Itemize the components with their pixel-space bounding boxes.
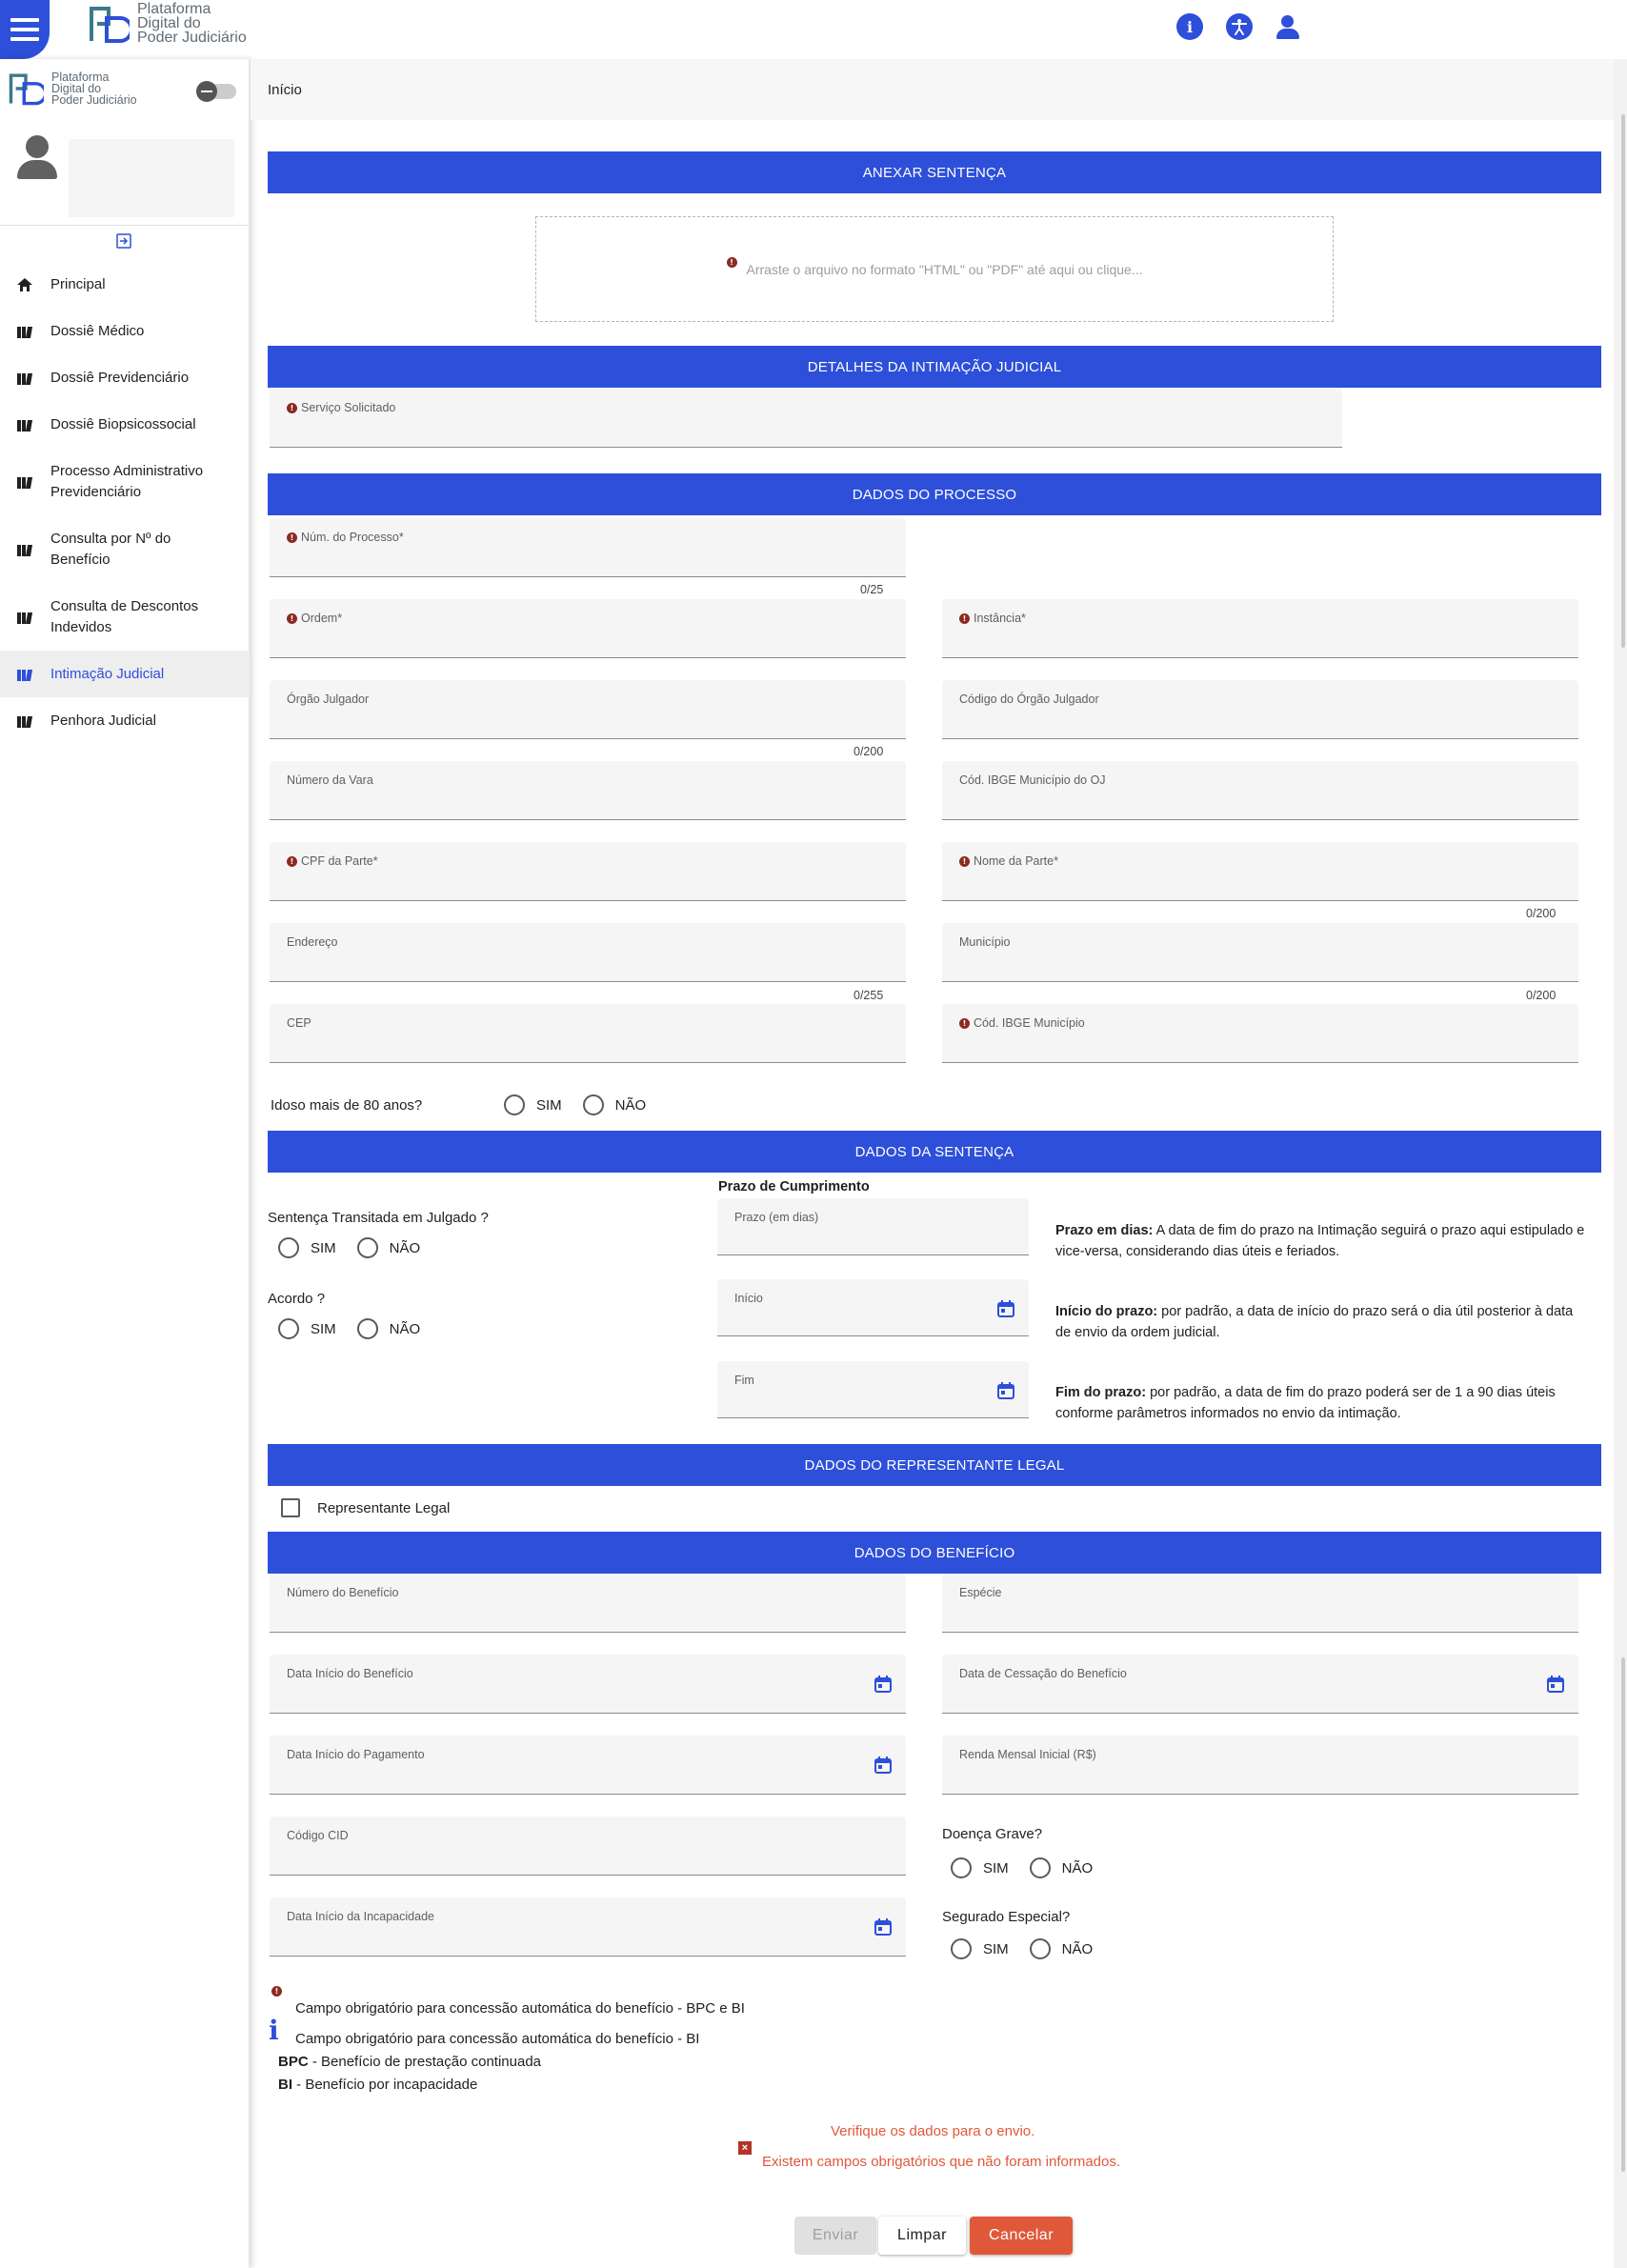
sidebar-item-label: Processo Administrativo Previdenciário (50, 462, 204, 500)
calendar-icon[interactable] (874, 1917, 893, 1937)
help-inicio-prazo: Início do prazo: por padrão, a data de início do prazo será o dia útil posterior à data de envio da ordem judicial. (1055, 1304, 1574, 1340)
field-label: Espécie (959, 1586, 1002, 1599)
renda-mensal-field[interactable] (942, 1736, 1578, 1795)
sidebar-logo[interactable] (8, 70, 137, 107)
enviar-button[interactable]: Enviar (794, 2217, 876, 2255)
books-icon (17, 611, 32, 624)
ordem-field[interactable] (270, 599, 906, 658)
required-bpc-bi-icon: ! (287, 613, 297, 624)
field-label: Serviço Solicitado (301, 401, 396, 414)
radio-label: NÃO (1061, 1859, 1094, 1877)
sidebar-nav (0, 261, 250, 744)
calendar-icon[interactable] (1546, 1675, 1565, 1694)
app-logo-text: Plataforma Digital do Poder Judiciário (137, 1, 247, 46)
required-bpc-bi-icon: ! (959, 1018, 970, 1029)
avatar (17, 135, 57, 183)
nome-parte-field[interactable] (942, 842, 1578, 901)
municipio-counter: 0/200 (1526, 989, 1557, 1002)
field-label: CEP (287, 1016, 311, 1030)
field-label: Início (734, 1292, 763, 1305)
municipio-field[interactable] (942, 923, 1578, 982)
numero-vara-field[interactable] (270, 761, 906, 820)
acordo-nao-radio[interactable] (357, 1318, 378, 1339)
scrollbar-thumb[interactable] (1621, 114, 1625, 648)
pdpj-logo-icon (88, 3, 130, 45)
num-processo-counter: 0/25 (860, 583, 884, 596)
accessibility-figure-icon (1231, 18, 1248, 35)
segurado-especial-question: Segurado Especial? (942, 1909, 1071, 1925)
cep-field[interactable] (270, 1004, 906, 1063)
sidebar-item-label: Dossiê Previdenciário (50, 369, 190, 386)
help-prazo-dias: Prazo em dias: A data de fim do prazo na Intimação seguirá o prazo aqui estipulado e vice-versa, considerando dias úteis e feriados. (1055, 1223, 1585, 1259)
field-label: Número da Vara (287, 773, 373, 787)
required-bpc-bi-icon: ! (287, 532, 297, 543)
sidebar-item-processo-administrativo[interactable] (0, 448, 250, 515)
numero-beneficio-field[interactable] (270, 1574, 906, 1633)
idoso-radio-group (504, 1094, 667, 1115)
calendar-icon[interactable] (996, 1381, 1015, 1400)
field-label: Nome da Parte* (974, 854, 1058, 868)
legend-required-bi: Campo obrigatório para concessão automática do benefício - BI (295, 2031, 700, 2047)
field-label: Núm. do Processo* (301, 531, 404, 544)
cpf-parte-field[interactable] (270, 842, 906, 901)
legend-required-bpc-bi: Campo obrigatório para concessão automática do benefício - BPC e BI (295, 2000, 745, 2017)
breadcrumb (251, 59, 1614, 120)
user-icon[interactable] (1275, 13, 1300, 40)
fim-prazo-field[interactable] (717, 1361, 1029, 1418)
sidebar-item-label: Consulta por Nº do Benefício (50, 530, 171, 568)
warning-verify-data: Verifique os dados para o envio. (831, 2123, 1035, 2139)
section-dados-beneficio: DADOS DO BENEFÍCIO (268, 1532, 1601, 1574)
prazo-dias-field[interactable] (717, 1198, 1029, 1255)
books-icon (17, 475, 32, 489)
sidebar-item-dossie-medico[interactable] (0, 308, 250, 354)
section-dados-sentenca: DADOS DA SENTENÇA (268, 1131, 1601, 1173)
sidebar-item-label: Dossiê Biopsicossocial (50, 415, 196, 432)
transitada-question: Sentença Transitada em Julgado ? (268, 1210, 489, 1226)
data-inicio-beneficio-field[interactable] (270, 1655, 906, 1714)
accessibility-icon[interactable] (1226, 13, 1253, 40)
codigo-orgao-julgador-field[interactable] (942, 680, 1578, 739)
data-cessacao-beneficio-field[interactable] (942, 1655, 1578, 1714)
radio-label: NÃO (389, 1320, 421, 1337)
field-label: Data de Cessação do Benefício (959, 1667, 1127, 1680)
especie-field[interactable] (942, 1574, 1578, 1633)
orgao-julgador-field[interactable] (270, 680, 906, 739)
instancia-field[interactable] (942, 599, 1578, 658)
field-label: Endereço (287, 935, 338, 949)
error-x-icon: × (738, 2141, 752, 2155)
sidebar-logo-text: Plataforma Digital do Poder Judiciário (51, 70, 137, 107)
segurado-especial-nao-radio[interactable] (1030, 1938, 1051, 1959)
sidebar-item-label: Intimação Judicial (50, 665, 165, 682)
field-label: Código CID (287, 1829, 349, 1842)
representante-legal-option (281, 1498, 450, 1517)
checkbox-label: Representante Legal (317, 1499, 451, 1516)
radio-label: NÃO (614, 1096, 647, 1114)
data-inicio-pagamento-field[interactable] (270, 1736, 906, 1795)
books-icon (17, 543, 32, 556)
field-label: Município (959, 935, 1011, 949)
prazo-cumprimento-title: Prazo de Cumprimento (718, 1179, 870, 1194)
section-detalhes-intimacao: DETALHES DA INTIMAÇÃO JUDICIAL (268, 346, 1601, 388)
endereco-counter: 0/255 (854, 989, 884, 1002)
radio-label: SIM (536, 1096, 562, 1114)
field-label: Cód. IBGE Município (974, 1016, 1085, 1030)
user-info-box (69, 139, 234, 217)
required-bpc-bi-icon: ! (287, 856, 297, 867)
legend-bpc: BPC - Benefício de prestação continuada (278, 2054, 542, 2070)
top-bar (0, 0, 1627, 59)
sidebar-item-consulta-beneficio[interactable] (0, 515, 250, 583)
required-bpc-bi-icon: ! (271, 1986, 282, 1997)
pdpj-logo-icon (8, 70, 44, 107)
doenca-grave-sim-radio[interactable] (951, 1857, 972, 1878)
field-label: Ordem* (301, 612, 343, 625)
sidebar (0, 59, 250, 2268)
cancelar-button[interactable]: Cancelar (970, 2217, 1073, 2255)
sidebar-item-dossie-previdenciario[interactable] (0, 354, 250, 401)
servico-solicitado-field[interactable] (270, 389, 1342, 448)
transitada-sim-radio[interactable] (278, 1237, 299, 1258)
collapse-sidebar-icon[interactable] (116, 233, 131, 249)
representante-legal-checkbox[interactable] (281, 1498, 300, 1517)
acordo-radio-group (278, 1318, 441, 1339)
books-icon (17, 418, 32, 432)
sidebar-item-label: Principal (50, 275, 106, 292)
calendar-icon[interactable] (996, 1299, 1015, 1318)
field-label: Renda Mensal Inicial (R$) (959, 1748, 1096, 1761)
sidebar-item-penhora-judicial[interactable] (0, 697, 250, 744)
theme-toggle[interactable] (198, 84, 236, 99)
idoso-nao-radio[interactable] (583, 1094, 604, 1115)
acordo-sim-radio[interactable] (278, 1318, 299, 1339)
app-logo[interactable] (88, 2, 247, 45)
books-icon (17, 325, 32, 338)
field-label: Código do Órgão Julgador (959, 692, 1099, 706)
field-label: Data Início da Incapacidade (287, 1910, 434, 1923)
books-icon (17, 668, 32, 681)
radio-label: NÃO (1061, 1940, 1094, 1957)
doenca-grave-nao-radio[interactable] (1030, 1857, 1051, 1878)
field-label: Fim (734, 1374, 754, 1387)
help-fim-prazo: Fim do prazo: por padrão, a data de fim do prazo poderá ser de 1 a 90 dias úteis conforme parâmetros informados no envio da intimação. (1055, 1385, 1556, 1421)
hamburger-icon (10, 15, 39, 44)
field-label: CPF da Parte* (301, 854, 378, 868)
required-bpc-bi-icon: ! (287, 403, 297, 413)
radio-label: SIM (983, 1859, 1009, 1877)
field-label: Prazo (em dias) (734, 1211, 819, 1224)
breadcrumb-home[interactable]: Início (268, 82, 302, 98)
books-icon (17, 714, 32, 728)
radio-label: SIM (311, 1239, 336, 1256)
warning-required-fields: Existem campos obrigatórios que não foram informados. (762, 2154, 1121, 2170)
calendar-icon[interactable] (874, 1675, 893, 1694)
minus-icon (196, 81, 217, 102)
sidebar-item-dossie-biopsicossocial[interactable] (0, 401, 250, 448)
sidebar-item-consulta-descontos[interactable] (0, 583, 250, 651)
radio-label: NÃO (389, 1239, 421, 1256)
limpar-button[interactable]: Limpar (878, 2217, 966, 2255)
required-bpc-bi-icon: ! (959, 856, 970, 867)
section-representante-legal: DADOS DO REPRESENTANTE LEGAL (268, 1444, 1601, 1486)
field-label: Instância* (974, 612, 1026, 625)
radio-label: SIM (983, 1940, 1009, 1957)
sidebar-item-label: Consulta de Descontos Indevidos (50, 597, 199, 635)
required-bpc-bi-icon: ! (959, 613, 970, 624)
segurado-especial-radio-group (951, 1938, 1114, 1959)
codigo-cid-field[interactable] (270, 1816, 906, 1876)
endereco-field[interactable] (270, 923, 906, 982)
scrollbar-thumb[interactable] (1621, 1657, 1625, 2172)
transitada-nao-radio[interactable] (357, 1237, 378, 1258)
field-label: Número do Benefício (287, 1586, 399, 1599)
orgao-julgador-counter: 0/200 (854, 745, 884, 758)
idoso-question: Idoso mais de 80 anos? (271, 1097, 423, 1114)
radio-label: SIM (311, 1320, 336, 1337)
sidebar-item-label: Dossiê Médico (50, 322, 145, 339)
books-icon (17, 371, 32, 385)
data-inicio-incapacidade-field[interactable] (270, 1897, 906, 1957)
sidebar-item-intimacao-judicial[interactable] (0, 651, 250, 697)
legend-bi: BI - Benefício por incapacidade (278, 2077, 478, 2093)
segurado-especial-sim-radio[interactable] (951, 1938, 972, 1959)
doenca-grave-radio-group (951, 1857, 1114, 1878)
file-dropzone[interactable] (535, 216, 1334, 322)
info-i-icon: i (269, 2015, 279, 2046)
sidebar-item-principal[interactable] (0, 261, 250, 308)
field-label: Cód. IBGE Município do OJ (959, 773, 1106, 787)
section-dados-processo: DADOS DO PROCESSO (268, 473, 1601, 515)
idoso-sim-radio[interactable] (504, 1094, 525, 1115)
doenca-grave-question: Doença Grave? (942, 1826, 1043, 1842)
info-icon[interactable]: i (1176, 13, 1203, 40)
home-icon (17, 278, 32, 291)
section-anexar-sentenca: ANEXAR SENTENÇA (268, 151, 1601, 193)
calendar-icon[interactable] (874, 1756, 893, 1775)
cod-ibge-oj-field[interactable] (942, 761, 1578, 820)
num-processo-field[interactable] (270, 518, 906, 577)
dropzone-text: Arraste o arquivo no formato "HTML" ou "PDF" até aqui ou clique... (746, 261, 1143, 277)
field-label: Data Início do Benefício (287, 1667, 413, 1680)
field-label: Data Início do Pagamento (287, 1748, 425, 1761)
menu-button[interactable] (0, 0, 50, 59)
sidebar-item-label: Penhora Judicial (50, 712, 156, 729)
nome-parte-counter: 0/200 (1526, 907, 1557, 920)
required-bpc-bi-icon: ! (727, 257, 737, 268)
acordo-question: Acordo ? (268, 1291, 326, 1307)
cod-ibge-municipio-field[interactable] (942, 1004, 1578, 1063)
inicio-prazo-field[interactable] (717, 1279, 1029, 1336)
field-label: Órgão Julgador (287, 692, 370, 706)
transitada-radio-group (278, 1237, 441, 1258)
